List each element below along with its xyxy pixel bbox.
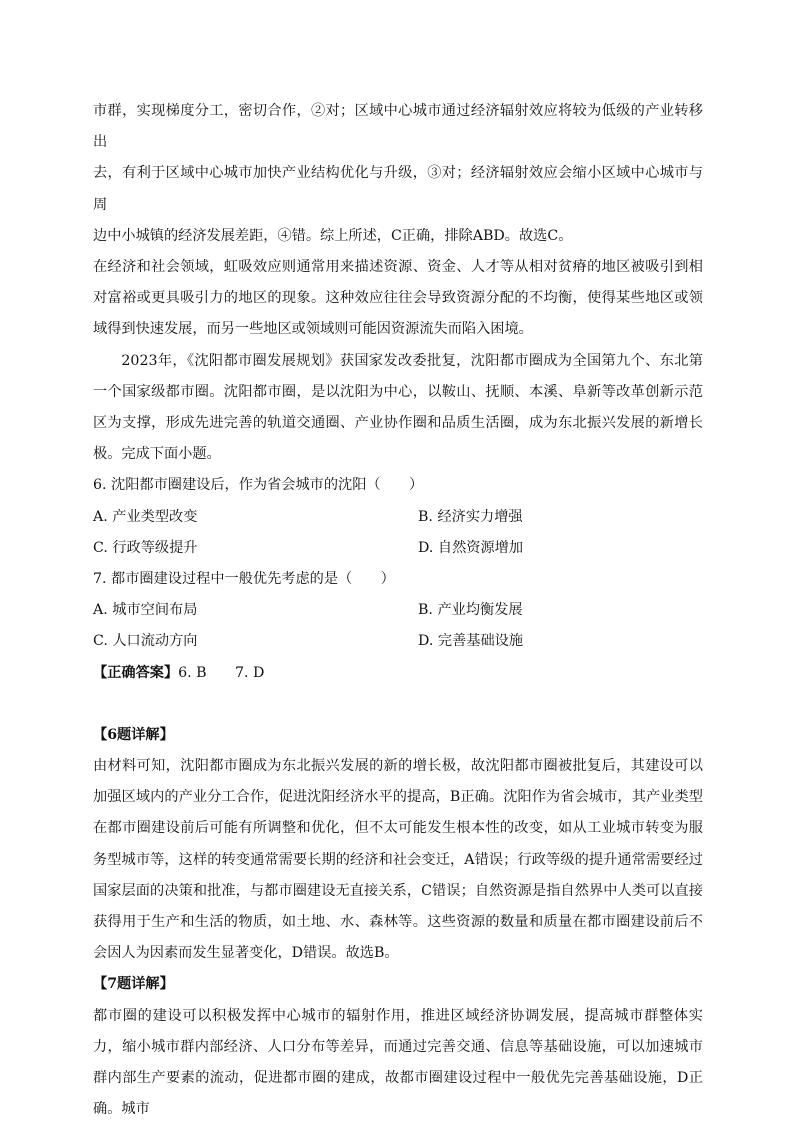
question-6-option-c: C. 行政等级提升 [93, 539, 198, 556]
siphon-effect-paragraph: 在经济和社会领域，虹吸效应则通常用来描述资源、资金、人才等从相对贫瘠的地区被吸引到相对富裕或更具吸引力的地区的现象。这种效应往往会导致资源分配的不均衡，使得某些地区或领域得到快速发展，而另一些地区或领域则可能因资源流失而陷入困境。 [93, 259, 703, 338]
question-7-detail-text: 都市圈的建设可以积极发挥中心城市的辐射作用，推进区域经济协调发展，提高城市群整体实力，缩小城市群内部经济、人口分布等差异，而通过完善交通、信息等基础设施，可以加速城市群内部生产要素的流动，促进都市圈的建成，故都市圈建设过程中一般优先完善基础设施，D正确。城市 [93, 1007, 703, 1118]
question-6-options-row-1 [93, 502, 703, 533]
question-7-options-row-1 [93, 595, 703, 626]
question-6-detail-text: 由材料可知，沈阳都市圈成为东北振兴发展的新的增长极，故沈阳都市圈被批复后，其建设可以加强区域内的产业分工合作，促进沈阳经济水平的提高，B正确。沈阳作为省会城市，其产业类型在都市圈建设前后可能有所调整和优化，但不太可能发生根本性的改变，如从工业城市转变为服务型城市等，这样的转变通常需要长期的经济和社会变迁，A错误；行政等级的提升通常需要经过国家层面的决策和批准，与都市圈建设无直接关系，C错误；自然资源是指自然界中人类可以直接获得用于生产和生活的物质，如土地、水、森林等。这些资源的数量和质量在都市圈建设前后不会因人为因素而发生显著变化，D错误。故选B。 [93, 758, 703, 962]
question-6-options-row-2 [93, 533, 703, 564]
intro-line-2: 去，有利于区域中心城市加快产业结构优化与升级，③对；经济辐射效应会缩小区域中心城市与周 [93, 165, 703, 213]
intro-line-1: 市群，实现梯度分工，密切合作，②对；区域中心城市通过经济辐射效应将较为低级的产业转移出 [93, 103, 703, 151]
answer-label: 【正确答案】 [93, 664, 179, 681]
question-7-option-d: D. 完善基础设施 [418, 633, 524, 650]
answer-line [93, 658, 703, 689]
question-7-detail-heading: 【7题详解】 [93, 976, 174, 993]
answer-text: 6. B 7. D [178, 664, 265, 681]
question-6-option-a: A. 产业类型改变 [93, 508, 198, 525]
question-7-options-row-2 [93, 626, 703, 657]
question-7-option-c: C. 人口流动方向 [93, 633, 198, 650]
question-6-option-d: D. 自然资源增加 [418, 539, 524, 556]
page-content [93, 96, 703, 1126]
section-gap [93, 689, 703, 720]
question-7-option-a: A. 城市空间布局 [93, 602, 198, 619]
question-7-stem: 7. 都市圈建设过程中一般优先考虑的是（ ） [93, 571, 395, 588]
question-7-option-b: B. 产业均衡发展 [418, 602, 523, 619]
question-6-option-b: B. 经济实力增强 [418, 508, 523, 525]
question-6-stem: 6. 沈阳都市圈建设后，作为省会城市的沈阳（ ） [93, 477, 424, 494]
question-6-detail-heading: 【6题详解】 [93, 726, 174, 743]
material-paragraph: 2023年，《沈阳都市圈发展规划》获国家发改委批复，沈阳都市圈成为全国第九个、东北第一个国家级都市圈。沈阳都市圈，是以沈阳为中心，以鞍山、抚顺、本溪、阜新等改革创新示范区为支撑，形成先进完善的轨道交通圈、产业协作圈和品质生活圈，成为东北振兴发展的新增长极。完成下面小题。 [93, 352, 703, 463]
intro-line-3: 边中小城镇的经济发展差距，④错。综上所述，C正确，排除ABD。故选C。 [93, 227, 573, 244]
